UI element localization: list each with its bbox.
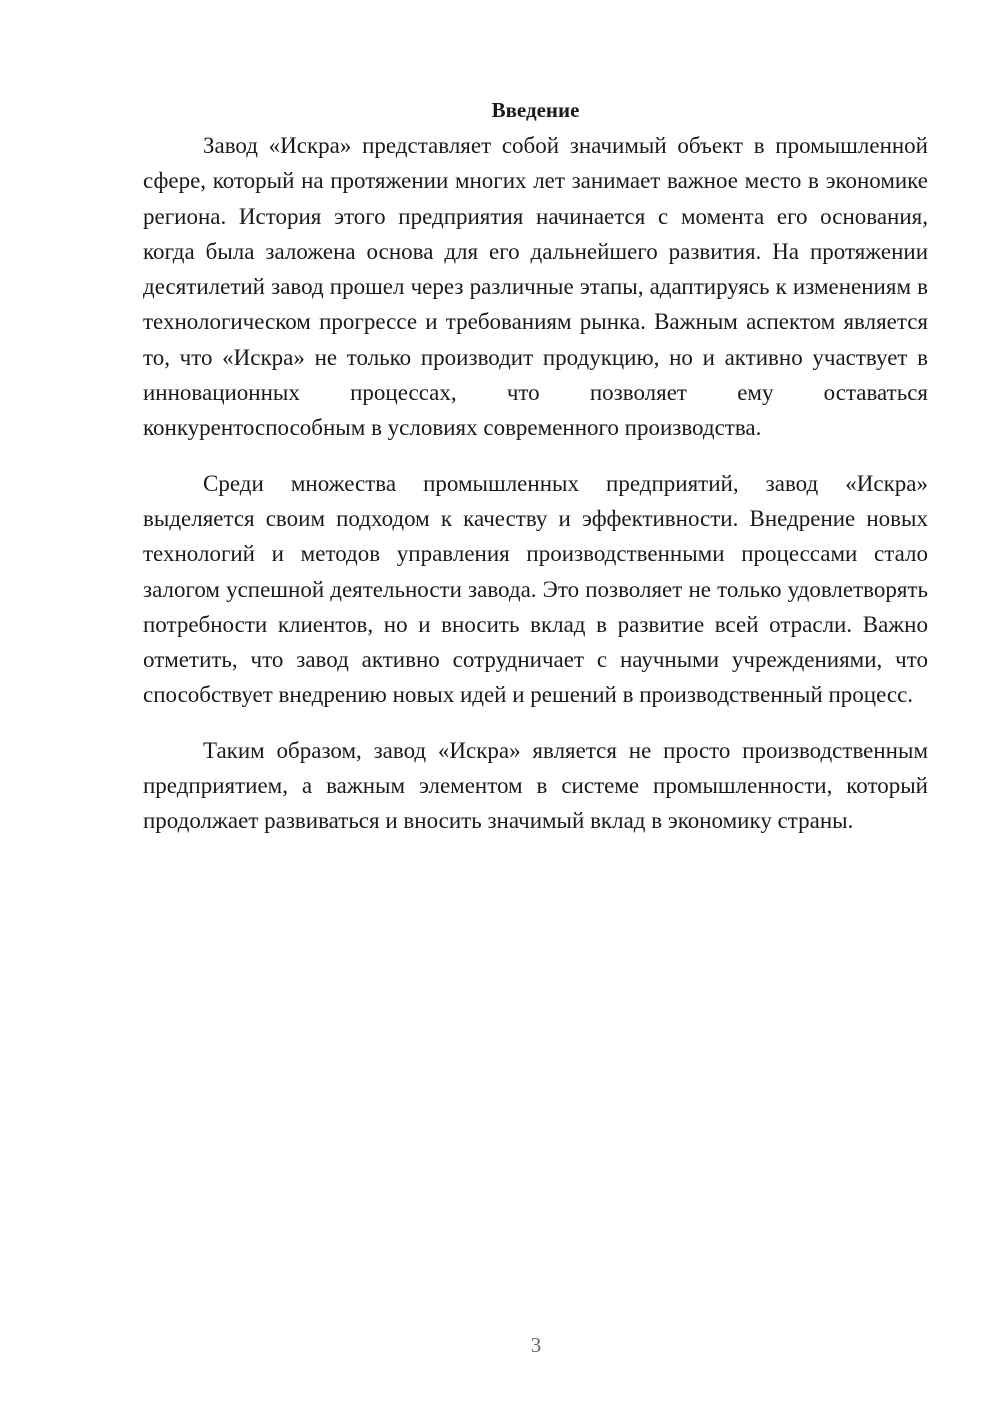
paragraph-2: Среди множества промышленных предприятий, завод «Искра» выделяется своим подходом к качеству и эффективности. Внедрение новых технологий и методов управления производственными процессами стало залогом успешной деятельности завода. Это позволяет не только удовлетворять потребности клиентов, но и вносить вклад в развитие всей отрасли. Важно отметить, что завод активно сотрудничает с научными учреждениями, что способствует внедрению новых идей и решений в производственный процесс. xyxy=(143,470,928,708)
paragraph-3: Таким образом, завод «Искра» является не просто производственным предприятием, а важным элементом в системе промышленности, который продолжает развиваться и вносить значимый вклад в экономику страны. xyxy=(143,737,928,834)
paragraph-1: Завод «Искра» представляет собой значимый объект в промышленной сфере, который на протяжении многих лет занимает важное место в экономике региона. История этого предприятия начинается с момента его основания, когда была заложена основа для его дальнейшего развития. На протяжении десятилетий завод прошел через различные этапы, адаптируясь к изменениям в технологическом прогрессе и требованиям рынка. Важным аспектом является то, что «Искра» не только производит продукцию, но и активно участвует в инновационных процессах, что позволяет ему оставаться конкурентоспособным в условиях современного производства. xyxy=(143,133,928,441)
page-number: 3 xyxy=(530,1333,542,1357)
page-content xyxy=(143,93,928,859)
section-title: Введение xyxy=(491,98,580,122)
